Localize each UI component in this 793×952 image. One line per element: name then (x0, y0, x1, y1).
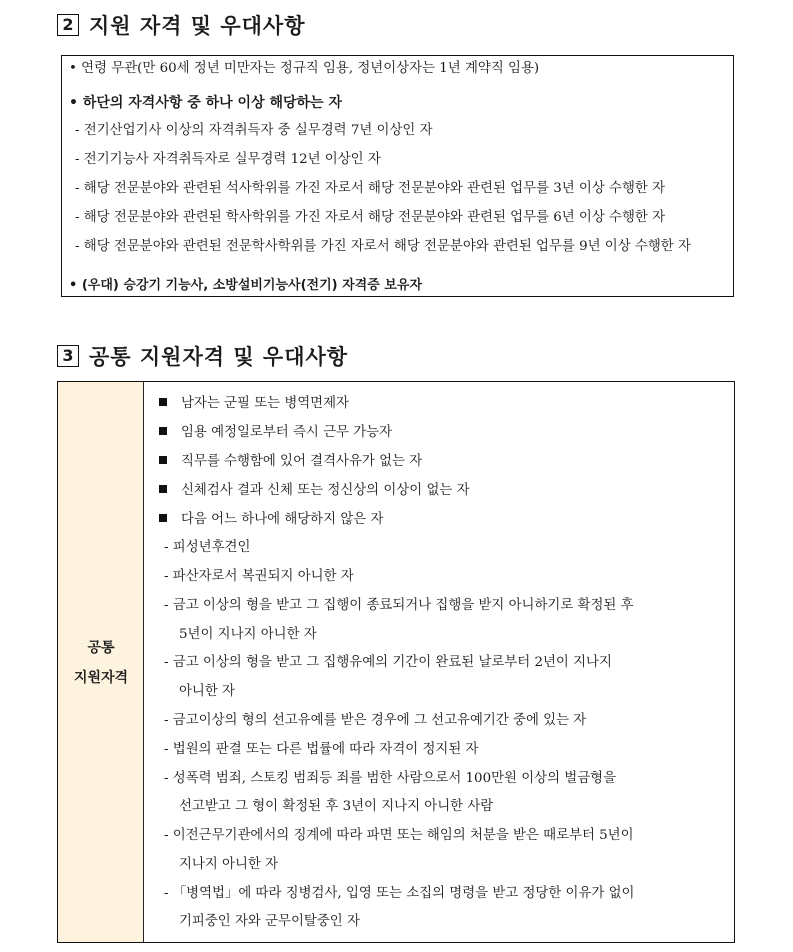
bullet-item: 남자는 군필 또는 병역면제자 (159, 395, 349, 413)
disqualification-item: - 금고이상의 형의 선고유예를 받은 경우에 그 선고유예기간 중에 있는 자 (164, 713, 587, 728)
disqualification-item: - 피성년후견인 (164, 540, 251, 555)
age-line: • 연령 무관(만 60세 정년 미만자는 정규직 임용, 정년이상자는 1년 계약직 임용) (69, 61, 540, 76)
section-title: 공통 지원자격 및 우대사항 (89, 345, 349, 369)
bullet-item: 다음 어느 하나에 해당하지 않은 자 (159, 511, 383, 529)
disqualification-item: - 이전근무기관에서의 징계에 따라 파면 또는 해임의 처분을 받은 때로부터 5년이 (164, 828, 634, 843)
square-bullet-icon (159, 485, 167, 493)
disqualification-item: - 성폭력 범죄, 스토킹 범죄등 죄를 범한 사람으로서 100만원 이상의 벌금형을 (164, 771, 617, 786)
disqualification-item: - 금고 이상의 형을 받고 그 집행이 종료되거나 집행을 받지 아니하기로 확정된 후 (164, 598, 634, 613)
row-label: 지원자격 (73, 670, 129, 686)
bullet-item: 임용 예정일로부터 즉시 근무 가능자 (159, 424, 392, 442)
disqualification-item: - 파산자로서 복권되지 아니한 자 (164, 569, 354, 584)
disqualification-continuation: 지나지 아니한 자 (179, 857, 279, 872)
disqualification-item: - 「병역법」에 따라 징병검사, 입영 또는 소집의 명령을 받고 정당한 이유가 없이 (164, 886, 635, 901)
section-2-heading (57, 10, 306, 40)
requirement-item: - 해당 전문분야와 관련된 학사학위를 가진 자로서 해당 전문분야와 관련된 업무를 6년 이상 수행한 자 (75, 210, 666, 225)
requirement-item: - 전기산업기사 이상의 자격취득자 중 실무경력 7년 이상인 자 (75, 123, 433, 138)
disqualification-continuation: 아니한 자 (179, 684, 235, 699)
requirement-item: - 해당 전문분야와 관련된 석사학위를 가진 자로서 해당 전문분야와 관련된 업무를 3년 이상 수행한 자 (75, 181, 666, 196)
section-number-box: 2 (57, 14, 79, 36)
bullet-item: 직무를 수행함에 있어 결격사유가 없는 자 (159, 453, 422, 471)
square-bullet-icon (159, 514, 167, 522)
requirement-heading: • 하단의 자격사항 중 하나 이상 해당하는 자 (69, 95, 342, 111)
bullet-item: 신체검사 결과 신체 또는 정신상의 이상이 없는 자 (159, 482, 470, 500)
section-3-heading (57, 341, 348, 371)
disqualification-continuation: 선고받고 그 형이 확정된 후 3년이 지나지 아니한 사람 (179, 799, 494, 814)
square-bullet-icon (159, 398, 167, 406)
section-title: 지원 자격 및 우대사항 (89, 14, 306, 38)
row-label-cell (58, 382, 144, 942)
requirement-item: - 전기기능사 자격취득자로 실무경력 12년 이상인 자 (75, 152, 381, 167)
disqualification-continuation: 5년이 지나지 아니한 자 (179, 627, 317, 642)
qualification-box (61, 55, 734, 297)
square-bullet-icon (159, 427, 167, 435)
preferred-line: • (우대) 승강기 기능사, 소방설비기능사(전기) 자격증 보유자 (69, 278, 423, 293)
section-number-box: 3 (57, 345, 79, 367)
row-label: 공통 (87, 640, 115, 656)
disqualification-continuation: 기피중인 자와 군무이탈중인 자 (179, 914, 360, 929)
square-bullet-icon (159, 456, 167, 464)
disqualification-item: - 법원의 판결 또는 다른 법률에 따라 자격이 정지된 자 (164, 742, 479, 757)
requirement-item: - 해당 전문분야와 관련된 전문학사학위를 가진 자로서 해당 전문분야와 관련된 업무를 9년 이상 수행한 자 (75, 239, 691, 254)
disqualification-item: - 금고 이상의 형을 받고 그 집행유예의 기간이 완료된 날로부터 2년이 지나지 (164, 655, 612, 670)
common-qualification-table (57, 381, 735, 943)
